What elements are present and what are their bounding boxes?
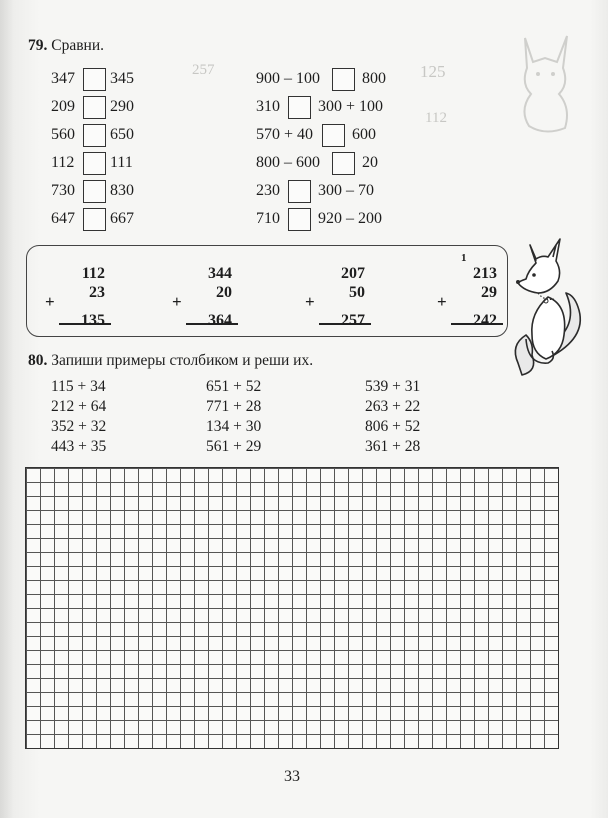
addend-top: 213	[473, 265, 497, 282]
plus-sign: +	[305, 292, 315, 311]
comparison-left-value: 209	[51, 98, 75, 115]
addend-top: 207	[341, 265, 365, 282]
column-addition-example	[305, 262, 375, 340]
addend-bottom: 50	[349, 284, 365, 301]
addition-task: 651 + 52	[206, 378, 262, 395]
addend-bottom: 23	[89, 284, 105, 301]
addend-bottom: 20	[216, 284, 232, 301]
comparison-left-value: 800 – 600	[256, 154, 320, 171]
addition-task: 806 + 52	[365, 418, 421, 435]
plus-sign: +	[172, 292, 182, 311]
column-addition-example	[172, 262, 242, 340]
comparison-right-value: 111	[110, 154, 133, 171]
comparison-answer-box[interactable]	[322, 124, 345, 147]
addition-task: 352 + 32	[51, 418, 107, 435]
comparison-answer-box[interactable]	[83, 124, 106, 147]
show-through-text: 112	[425, 110, 447, 126]
addition-task: 212 + 64	[51, 398, 107, 415]
carry-digit: 1	[461, 252, 467, 264]
comparison-right-value: 600	[352, 126, 376, 143]
comparison-answer-box[interactable]	[83, 96, 106, 119]
comparison-right-value: 650	[110, 126, 134, 143]
comparison-right-value: 300 – 70	[318, 182, 374, 199]
comparison-left-value: 900 – 100	[256, 70, 320, 87]
addition-task: 263 + 22	[365, 398, 421, 415]
comparison-left-value: 230	[256, 182, 280, 199]
addition-task: 561 + 29	[206, 438, 262, 455]
addition-task: 539 + 31	[365, 378, 421, 395]
comparison-answer-box[interactable]	[288, 180, 311, 203]
comparison-left-value: 570 + 40	[256, 126, 314, 143]
task-79-number: 79.	[28, 37, 48, 54]
comparison-answer-box[interactable]	[332, 68, 355, 91]
comparison-answer-box[interactable]	[288, 96, 311, 119]
plus-sign: +	[45, 292, 55, 311]
addition-task: 771 + 28	[206, 398, 262, 415]
sum-result: 257	[341, 312, 365, 329]
addend-bottom: 29	[481, 284, 497, 301]
task-80-title	[28, 352, 313, 370]
page-number: 33	[284, 768, 300, 785]
column-addition-example	[437, 252, 507, 340]
task-79-label: Сравни.	[51, 37, 105, 54]
comparison-left-value: 560	[51, 126, 75, 143]
comparison-right-value: 800	[362, 70, 386, 87]
addend-top: 112	[81, 265, 105, 282]
comparison-answer-box[interactable]	[288, 208, 311, 231]
comparison-right-value: 667	[110, 210, 134, 227]
sum-result: 242	[473, 312, 497, 329]
comparison-right-value: 300 + 100	[318, 98, 384, 115]
comparison-left-value: 310	[256, 98, 280, 115]
addition-task: 361 + 28	[365, 438, 421, 455]
task-80-label: Запиши примеры столбиком и реши их.	[51, 352, 314, 369]
show-through-text: 125	[420, 62, 446, 81]
addend-top: 344	[208, 265, 232, 282]
show-through-text: 257	[192, 62, 215, 78]
comparison-left-value: 347	[51, 70, 75, 87]
addition-task: 115 + 34	[51, 378, 106, 395]
squared-writing-grid[interactable]	[25, 467, 559, 749]
sum-result: 135	[81, 312, 105, 329]
comparison-left-value: 730	[51, 182, 75, 199]
comparison-answer-box[interactable]	[83, 208, 106, 231]
comparison-right-value: 290	[110, 98, 134, 115]
comparison-right-value: 345	[110, 70, 134, 87]
sum-result: 364	[208, 312, 232, 329]
task-79-title	[28, 37, 104, 55]
comparison-left-value: 710	[256, 210, 280, 227]
comparison-answer-box[interactable]	[83, 180, 106, 203]
addition-task: 134 + 30	[206, 418, 262, 435]
fox-illustration	[508, 235, 594, 385]
comparison-right-value: 830	[110, 182, 134, 199]
addition-task: 443 + 35	[51, 438, 107, 455]
column-addition-example	[45, 262, 115, 340]
comparison-answer-box[interactable]	[83, 68, 106, 91]
comparison-right-value: 920 – 200	[318, 210, 382, 227]
fox-faint-illustration	[505, 28, 585, 138]
comparison-right-value: 20	[362, 154, 378, 171]
plus-sign: +	[437, 292, 447, 311]
task-80-number: 80.	[28, 352, 48, 369]
comparison-answer-box[interactable]	[332, 152, 355, 175]
comparison-answer-box[interactable]	[83, 152, 106, 175]
comparison-left-value: 647	[51, 210, 75, 227]
comparison-left-value: 112	[51, 154, 75, 171]
